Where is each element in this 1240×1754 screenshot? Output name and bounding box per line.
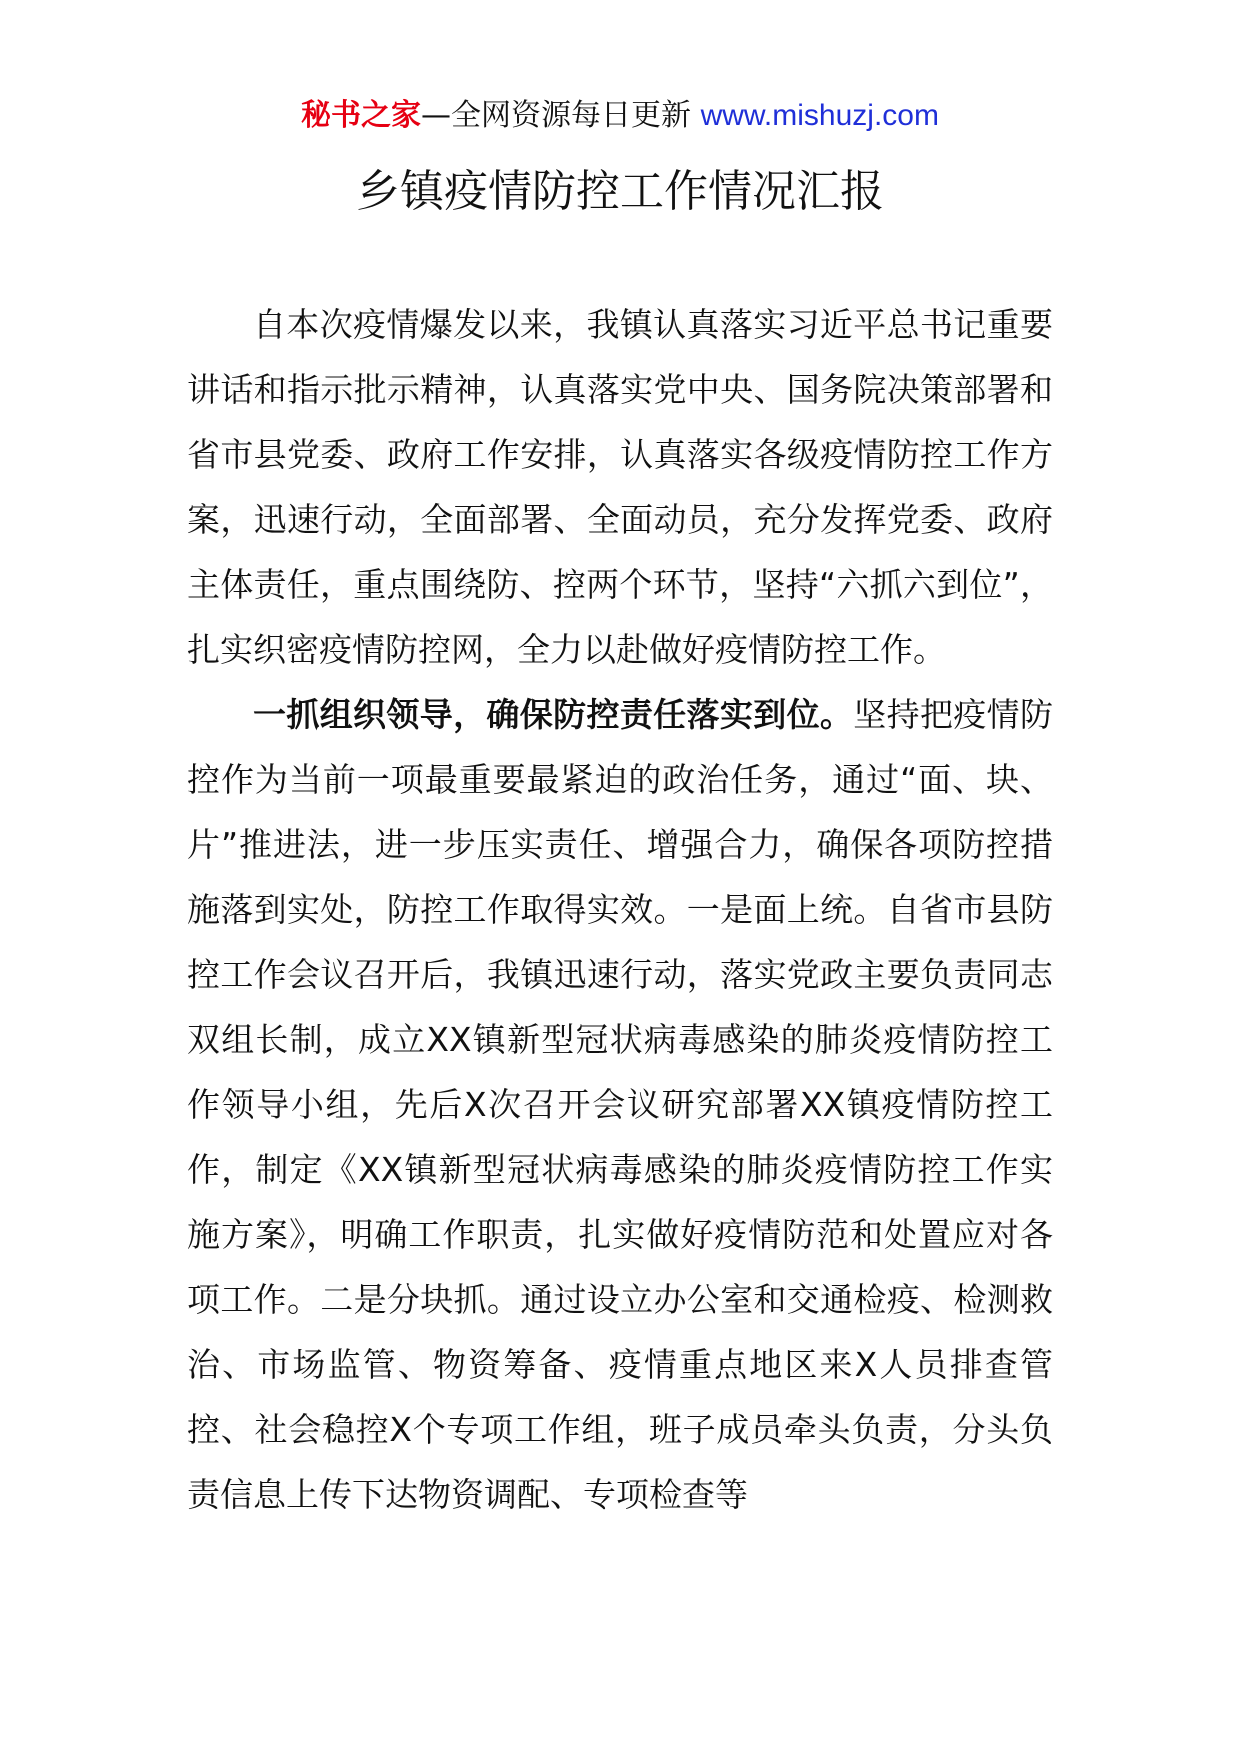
paragraph-lead-heading: 一抓组织领导，确保防控责任落实到位。: [253, 695, 854, 734]
site-url-link[interactable]: www.mishuzj.com: [700, 99, 939, 132]
site-tagline: —全网资源每日更新: [421, 98, 692, 133]
paragraph: [187, 682, 1053, 1527]
paragraph-text: 自本次疫情爆发以来，我镇认真落实习近平总书记重要讲话和指示批示精神，认真落实党中央、国务院决策部署和省市县党委、政府工作安排，认真落实各级疫情防控工作方案，迅速行动，全面部署、全面动员，充分发挥党委、政府主体责任，重点围绕防、控两个环节，坚持“六抓六到位”，扎实织密疫情防控网，全力以赴做好疫情防控工作。: [187, 305, 1053, 669]
site-header: [0, 96, 1240, 136]
document-title: 乡镇疫情防控工作情况汇报: [356, 166, 884, 217]
site-name: 秘书之家: [301, 98, 422, 133]
paragraph-text: 坚持把疫情防控作为当前一项最重要最紧迫的政治任务，通过“面、块、片”推进法，进一步压实责任、增强合力，确保各项防控措施落到实处，防控工作取得实效。一是面上统。自省市县防控工作会议召开后，我镇迅速行动，落实党政主要负责同志双组长制，成立XX镇新型冠状病毒感染的肺炎疫情防控工作领导小组，先后X次召开会议研究部署XX镇疫情防控工作，制定《XX镇新型冠状病毒感染的肺炎疫情防控工作实施方案》，明确工作职责，扎实做好疫情防范和处置应对各项工作。二是分块抓。通过设立办公室和交通检疫、检测救治、市场监管、物资筹备、疫情重点地区来X人员排查管控、社会稳控X个专项工作组，班子成员牵头负责，分头负责信息上传下达物资调配、专项检查等: [187, 695, 1054, 1514]
document-body: [187, 292, 1053, 1527]
paragraph: [187, 292, 1053, 682]
